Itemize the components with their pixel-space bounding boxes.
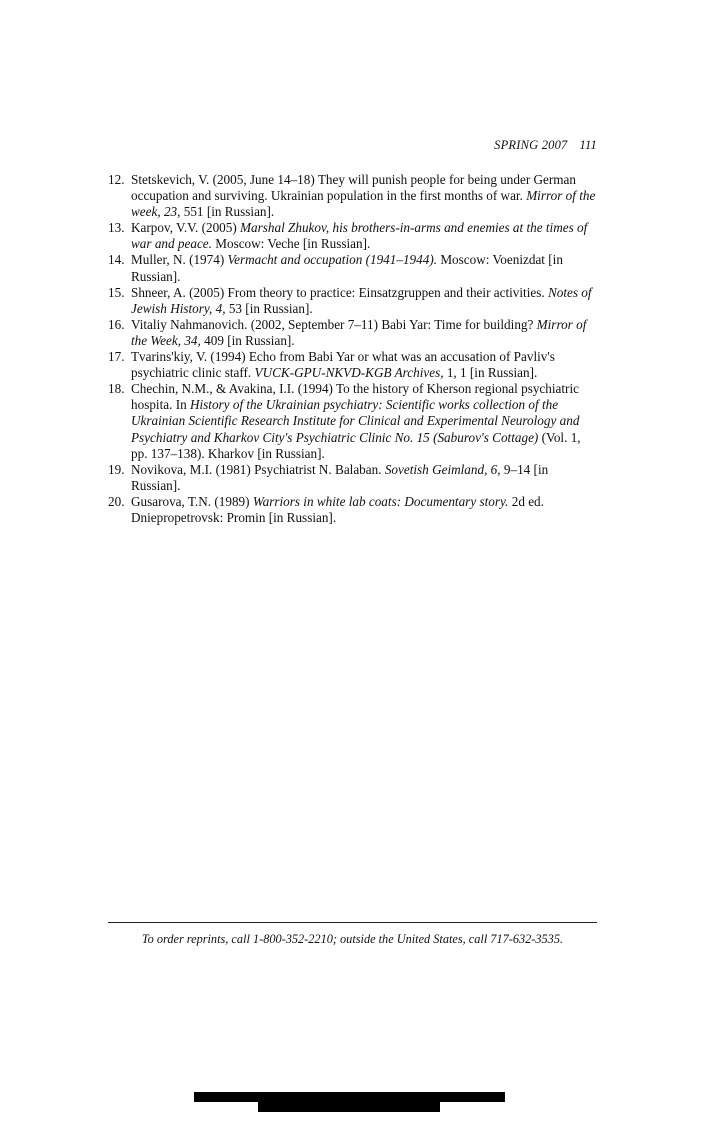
reference-number: 13. [108,220,125,236]
journal-issue: SPRING 2007 [494,138,568,152]
reference-text: Tvarins'kiy, V. (1994) Echo from Babi Yar or what was an accusation of Pavliv's psychiatric clinic staff. VUCK-GPU-NKVD-KGB Archives, 1, 1 [in Russian]. [131,349,555,381]
reference-text: Stetskevich, V. (2005, June 14–18) They will punish people for being under German occupation and surviving. Ukrainian population in the first months of war. Mirror of the week, 23, 551 [in Russian]. [131,172,596,220]
reference-item [108,172,598,220]
scan-redaction-bar [258,1102,440,1112]
reference-number: 14. [108,252,125,268]
reference-item [108,252,598,284]
reference-number: 12. [108,172,125,187]
reference-text: Vitaliy Nahmanovich. (2002, September 7–11) Babi Yar: Time for building? Mirror of the Week, 34, 409 [in Russian]. [131,316,587,348]
reference-text: Shneer, A. (2005) From theory to practice: Einsatzgruppen and their activities. Notes of Jewish History, 4, 53 [in Russian]. [131,284,592,316]
page-number: 111 [579,138,597,152]
reference-text: Muller, N. (1974) Vermacht and occupation (1941–1944). Moscow: Voenizdat [in Russian]. [131,252,563,284]
reference-item [108,349,598,381]
reference-number: 16. [108,316,125,332]
reference-item [108,494,598,526]
reference-list [108,172,598,526]
reference-item [108,317,598,349]
reference-item [108,220,598,252]
reference-item [108,462,598,494]
reference-text: Novikova, M.I. (1981) Psychiatrist N. Balaban. Sovetish Geimland, 6, 9–14 [in Russian]. [131,461,549,493]
footer-divider [108,922,597,923]
reference-item [108,285,598,317]
scan-redaction-bar [194,1092,505,1102]
reference-number: 17. [108,349,125,365]
reprint-note: To order reprints, call 1-800-352-2210; outside the United States, call 717-632-3535. [141,932,564,946]
running-head [108,138,597,153]
reference-number: 20. [108,493,125,509]
reference-item [108,381,598,461]
reference-text: Karpov, V.V. (2005) Marshal Zhukov, his brothers-in-arms and enemies at the times of war and peace. Moscow: Veche [in Russian]. [131,220,588,252]
reference-number: 15. [108,284,125,300]
reference-number: 18. [108,381,125,397]
reference-text: Chechin, N.M., & Avakina, I.I. (1994) To the history of Kherson regional psychiatric hospita. In History of the Ukrainian psychiatry: Scientific works collection of the Ukrainian Scientific Research Institute for Clinical and Experimental Neurology and Psychiatry and Kharkov City's Psychiatric Clinic No. 15 (Saburov's Cottage) (Vol. 1, pp. 137–138). Kharkov [in Russian]. [131,381,581,461]
reference-number: 19. [108,461,125,477]
reference-text: Gusarova, T.N. (1989) Warriors in white lab coats: Documentary story. 2d ed. Dniepropetrovsk: Promin [in Russian]. [131,493,544,525]
